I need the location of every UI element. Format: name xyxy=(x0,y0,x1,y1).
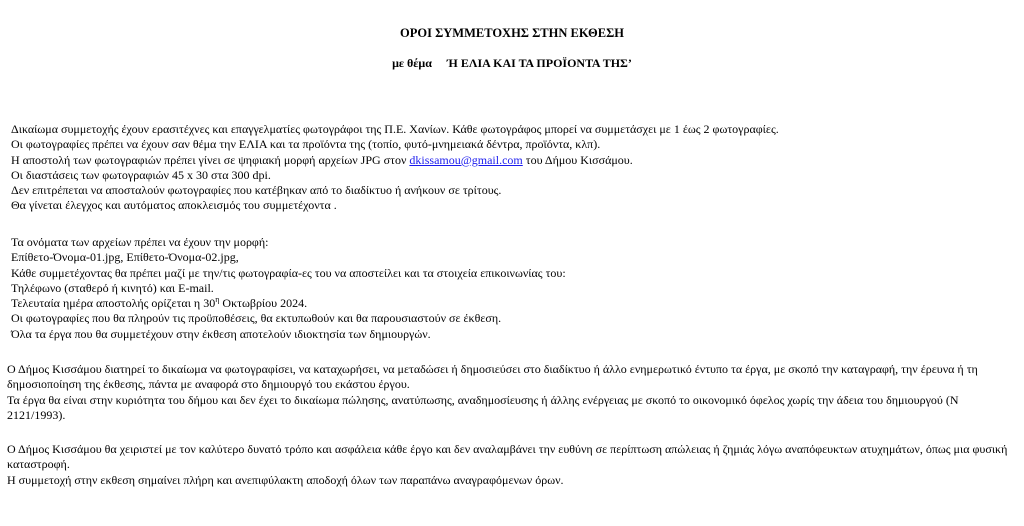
eligibility-section xyxy=(11,122,1021,214)
deadline-line xyxy=(11,296,1021,311)
filename-section xyxy=(11,235,1021,342)
paragraph: Ο Δήμος Κισσάμου θα χειριστεί με τον καλύτερο δυνατό τρόπο και ασφάλεια κάθε έργο και δεν αναλαμβάνει την ευθύνη σε περίπτωση απώλειας ή ζημιάς λόγω αναπόφευκτων ατυχημάτων, όπως μια φυσική καταστροφή. xyxy=(7,442,1008,472)
deadline-text: Τελευταία ημέρα αποστολής ορίζεται η 30 xyxy=(11,296,216,311)
paragraph: Η συμμετοχή στην εκθεση σημαίνει πλήρη και ανεπιφύλακτη αποδοχή όλων των παραπάνω αναγραφόμενων όρων. xyxy=(7,472,564,487)
paragraph-line: Οι φωτογραφίες πρέπει να έχουν σαν θέμα την ΕΛΙΑ και τα προϊόντα της (τοπίο, φυτό-μνημειακά δέντρα, προϊόντα, κλπ). xyxy=(11,137,601,152)
paragraph-line: Δικαίωμα συμμετοχής έχουν ερασιτέχνες και επαγγελματίες φωτογράφοι της Π.Ε. Χανίων. Κάθε φωτογράφος μπορεί να συμμετάσχει με 1 έως 2 φωτογραφίες. xyxy=(11,122,779,136)
paragraph-line: Δεν επιτρέπεται να αποσταλούν φωτογραφίες που κατέβηκαν από το διαδίκτυο ή ανήκουν σε τρίτους. xyxy=(11,183,502,198)
document-title: ΟΡΟΙ ΣΥΜΜΕΤΟΧΗΣ ΣΤΗΝ ΕΚΘΕΣΗ xyxy=(400,26,624,40)
ordinal-superscript: η xyxy=(215,295,220,305)
email-link[interactable]: dkissamou@gmail.com xyxy=(409,152,523,167)
subtitle-theme: Ή ΕΛΙΑ ΚΑΙ ΤΑ ΠΡΟΪΟΝΤΑ ΤΗΣ’ xyxy=(446,56,632,70)
subtitle-prefix: με θέμα xyxy=(392,56,432,70)
paragraph-line: Κάθε συμμετέχοντας θα πρέπει μαζί με την/τις φωτογραφία-ες του να αποστείλει και τα στοιχεία επικοινωνίας του: xyxy=(11,265,566,280)
rights-section xyxy=(7,362,1017,423)
submission-text: Η αποστολή των φωτογραφιών πρέπει γίνει σε ψηφιακή μορφή αρχείων JPG στον xyxy=(11,152,407,167)
paragraph: Ο Δήμος Κισσάμου διατηρεί το δικαίωμα να φωτογραφίσει, να καταχωρήσει, να μεταδώσει ή δημοσιεύσει στο διαδίκτυο ή άλλο ενημερωτικό έντυπο τα έργα, με σκοπό την καταγραφή, την έρευνα ή τη δημοσιοποίηση της έκθεσης, πάντα με αναφορά στο δημιουργό του εκάστου έργου. xyxy=(7,362,978,392)
paragraph: Τα έργα θα είναι στην κυριότητα του δήμου και δεν έχει το δικαίωμα πώλησης, ανατύπωσης, αναδημοσίευσης ή άλλης ενέργειας με σκοπό το οικονομικό όφελος χωρίς την άδεια του δημιουργού (Ν 2121/1993). xyxy=(7,392,959,422)
submission-text-after: του Δήμου Κισσάμου. xyxy=(525,152,633,167)
document-subtitle xyxy=(0,55,1024,71)
paragraph-line: Οι διαστάσεις των φωτογραφιών 45 x 30 στα 300 dpi. xyxy=(11,167,271,182)
paragraph-line: Όλα τα έργα που θα συμμετέχουν στην έκθεση αποτελούν ιδιοκτησία των δημιουργών. xyxy=(11,326,431,341)
paragraph-line: Οι φωτογραφίες που θα πληρούν τις προϋποθέσεις, θα εκτυπωθούν και θα παρουσιαστούν σε έκθεση. xyxy=(11,311,502,326)
paragraph-line: Τηλέφωνο (σταθερό ή κινητό) και E-mail. xyxy=(11,280,214,295)
paragraph-line: Επίθετο-Όνομα-01.jpg, Επίθετο-Όνομα-02.jpg, xyxy=(11,250,239,265)
paragraph-line: Θα γίνεται έλεγχος και αυτόματος αποκλεισμός του συμμετέχοντα . xyxy=(11,198,337,213)
submission-line xyxy=(11,153,1021,168)
paragraph-line: Τα ονόματα των αρχείων πρέπει να έχουν την μορφή: xyxy=(11,235,269,249)
liability-section xyxy=(7,442,1017,488)
deadline-month: Οκτωβρίου 2024. xyxy=(219,296,308,311)
